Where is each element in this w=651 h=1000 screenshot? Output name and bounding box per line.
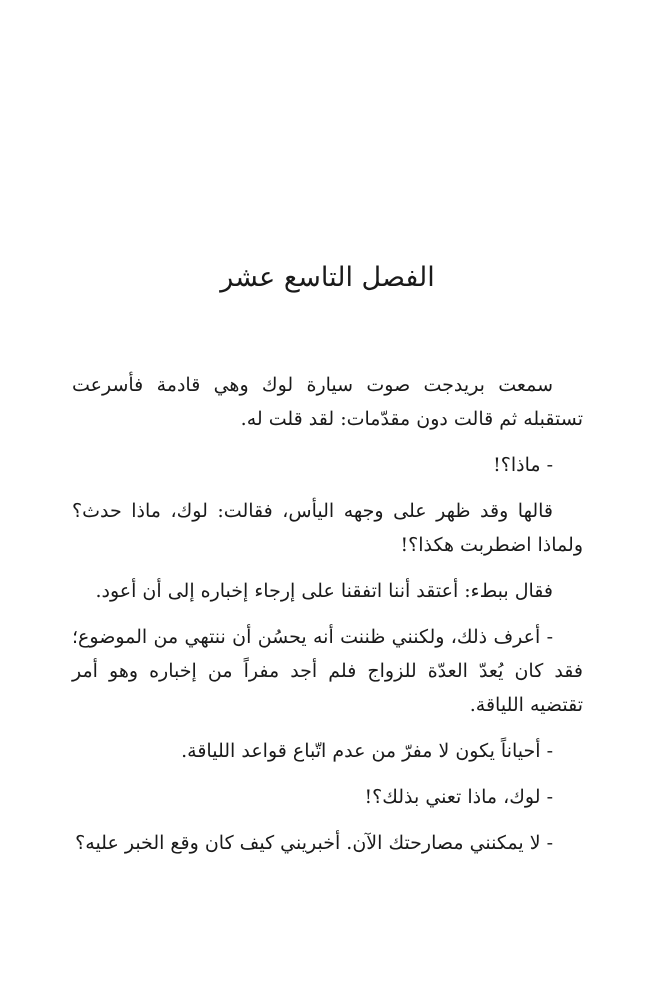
- book-page: [72, 0, 583, 1000]
- paragraph-8: - لا يمكنني مصارحتك الآن. أخبريني كيف كان وقع الخبر عليه؟: [75, 832, 553, 854]
- paragraph-1: سمعت بريدجت صوت سيارة لوك وهي قادمة فأسرعت تستقبله ثم قالت دون مقدّمات: لقد قلت له.: [72, 374, 583, 430]
- paragraph-4: فقال ببطء: أعتقد أننا اتفقنا على إرجاء إخباره إلى أن أعود.: [95, 580, 553, 602]
- paragraph-2: - ماذا؟!: [493, 454, 553, 476]
- paragraph-3: قالها وقد ظهر على وجهه اليأس، فقالت: لوك، ماذا حدث؟ ولماذا اضطربت هكذا؟!: [72, 500, 583, 556]
- chapter-body: [72, 368, 583, 872]
- chapter-title: الفصل التاسع عشر: [220, 262, 435, 293]
- paragraph-5: - أعرف ذلك، ولكنني ظننت أنه يحسُن أن ننتهي من الموضوع؛ فقد كان يُعدّ العدّة للزواج فلم أجد مفراً من إخباره وهو أمر تقتضيه اللياقة.: [72, 626, 583, 716]
- paragraph-7: - لوك، ماذا تعني بذلك؟!: [364, 786, 553, 808]
- paragraph-6: - أحياناً يكون لا مفرّ من عدم اتّباع قواعد اللياقة.: [181, 740, 553, 762]
